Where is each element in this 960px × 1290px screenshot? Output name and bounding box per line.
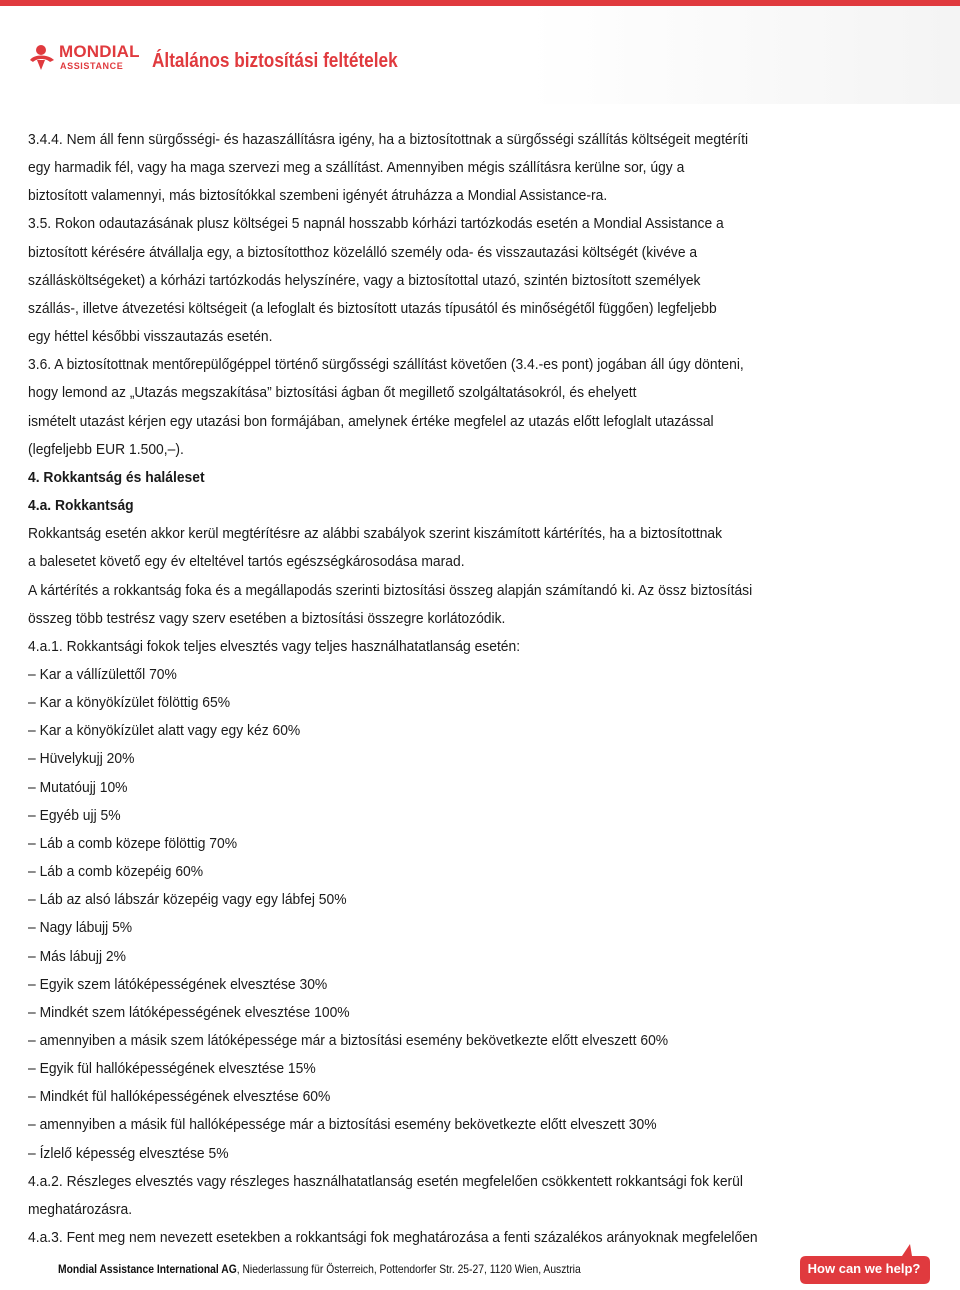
- list-item: – amennyiben a másik szem látóképessége már a biztosítási esemény bekövetkezte előtt elveszett 60%: [28, 1032, 669, 1049]
- text-line: (legfeljebb EUR 1.500,–).: [28, 440, 184, 458]
- list-item: – Láb a comb közepéig 60%: [28, 863, 204, 881]
- help-button-label: How can we help?: [807, 1261, 921, 1276]
- text-line: meghatározásra.: [28, 1200, 133, 1218]
- text-line: ismételt utazást kérjen egy utazási bon formájában, amelynek értéke megfelel az utazás előtt lefoglalt utazással: [28, 412, 714, 430]
- list-item: – Láb a comb közepe fölöttig 70%: [28, 834, 238, 852]
- logo-figure-icon: [28, 44, 56, 70]
- page-header: [0, 6, 960, 104]
- text-line: 4.a.3. Fent meg nem nevezett esetekben a rokkantsági fok meghatározása a fenti százalékos arányoknak megfelelően: [28, 1229, 758, 1247]
- list-item: – Ízlelő képesség elvesztése 5%: [28, 1144, 229, 1162]
- list-item: – Más lábujj 2%: [28, 947, 126, 965]
- list-item: – Nagy lábujj 5%: [28, 919, 133, 937]
- text-line: szállás-, illetve átvezetési költségeit (a lefoglalt és biztosított utazás típusától és minőségétől függően) legfeljebb: [28, 299, 717, 317]
- text-line: 3.4.4. Nem áll fenn sürgősségi- és hazaszállításra igény, ha a biztosítottnak a sürgősségi szállítás költségeit megtéríti: [28, 131, 749, 148]
- text-line: egy harmadik fél, vagy ha maga szervezi meg a szállítást. Amennyiben mégis szállításra kerülne sor, úgy a: [28, 159, 685, 177]
- list-item: – Mindkét fül hallóképességének elvesztése 60%: [28, 1088, 331, 1106]
- list-item: – Egyik fül hallóképességének elvesztése 15%: [28, 1060, 316, 1078]
- list-item: – Kar a könyökízület fölöttig 65%: [28, 694, 231, 712]
- list-item: – Kar a könyökízület alatt vagy egy kéz 60%: [28, 722, 301, 740]
- list-item: – Egyéb ujj 5%: [28, 806, 121, 824]
- list-item: – amennyiben a másik fül hallóképessége már a biztosítási esemény bekövetkezte előtt elveszett 30%: [28, 1116, 657, 1134]
- logo-subtext: ASSISTANCE: [60, 61, 124, 71]
- list-item: – Hüvelykujj 20%: [28, 750, 135, 768]
- footer-address: , Niederlassung für Österreich, Pottendorfer Str. 25-27, 1120 Wien, Ausztria: [236, 1262, 581, 1276]
- text-line: 3.6. A biztosítottnak mentőrepülőgéppel történő sürgősségi szállítást követően (3.4.-es pont) jogában áll úgy dönteni,: [28, 356, 744, 374]
- logo-wordmark: MONDIAL: [59, 42, 140, 61]
- text-line: Rokkantság esetén akkor kerül megtérítésre az alábbi szabályok szerint kiszámított kártérítés, ha a biztosítottnak: [28, 525, 723, 543]
- document-body: [28, 126, 938, 1252]
- text-line: hogy lemond az „Utazás megszakítása” biztosítási ágban őt megillető szolgáltatásokról, és ehelyett: [28, 384, 637, 402]
- list-item: – Láb az alsó lábszár közepéig vagy egy lábfej 50%: [28, 891, 347, 909]
- text-line: a balesetet követő egy év elteltével tartós egészségkárosodása marad.: [28, 553, 465, 571]
- list-item: – Mindkét szem látóképességének elvesztése 100%: [28, 1003, 350, 1021]
- mondial-assistance-logo: [28, 42, 146, 78]
- text-line: szállásköltségeket) a kórházi tartózkodás helyszínére, vagy a biztosítottal utazó, szintén biztosított személyek: [28, 271, 701, 289]
- list-item: – Kar a vállízülettől 70%: [28, 665, 177, 683]
- text-line: 3.5. Rokon odautazásának plusz költségei 5 napnál hosszabb kórházi tartózkodás esetén a Mondial Assistance a: [28, 215, 724, 233]
- text-line: összeg több testrész vagy szerv esetében a biztosítási összegre korlátozódik.: [28, 609, 506, 627]
- footer-company: Mondial Assistance International AG: [58, 1262, 237, 1276]
- page-footer: [58, 1261, 581, 1277]
- text-line: biztosított kérésére átvállalja egy, a biztosítotthoz közelálló személy oda- és visszautazási költségét (kivéve a: [28, 243, 698, 261]
- section-heading: 4. Rokkantság és haláleset: [28, 468, 205, 486]
- subsection-heading: 4.a. Rokkantság: [28, 497, 134, 515]
- how-can-we-help-button[interactable]: [798, 1242, 932, 1286]
- list-item: – Mutatóujj 10%: [28, 778, 128, 796]
- text-line: A kártérítés a rokkantság foka és a megállapodás szerinti biztosítási összeg alapján számítandó ki. Az össz biztosítási: [28, 581, 753, 599]
- text-line: 4.a.1. Rokkantsági fokok teljes elvesztés vagy teljes használhatatlanság esetén:: [28, 637, 521, 655]
- text-line: egy héttel későbbi visszautazás esetén.: [28, 328, 273, 346]
- text-line: 4.a.2. Részleges elvesztés vagy részleges használhatatlanság esetén megfelelően csökkentett rokkantsági fok kerül: [28, 1172, 743, 1190]
- document-title: Általános biztosítási feltételek: [152, 50, 398, 72]
- list-item: – Egyik szem látóképességének elvesztése 30%: [28, 975, 328, 993]
- text-line: biztosított valamennyi, más biztosítókkal szembeni igényét átruházza a Mondial Assistance-ra.: [28, 187, 608, 205]
